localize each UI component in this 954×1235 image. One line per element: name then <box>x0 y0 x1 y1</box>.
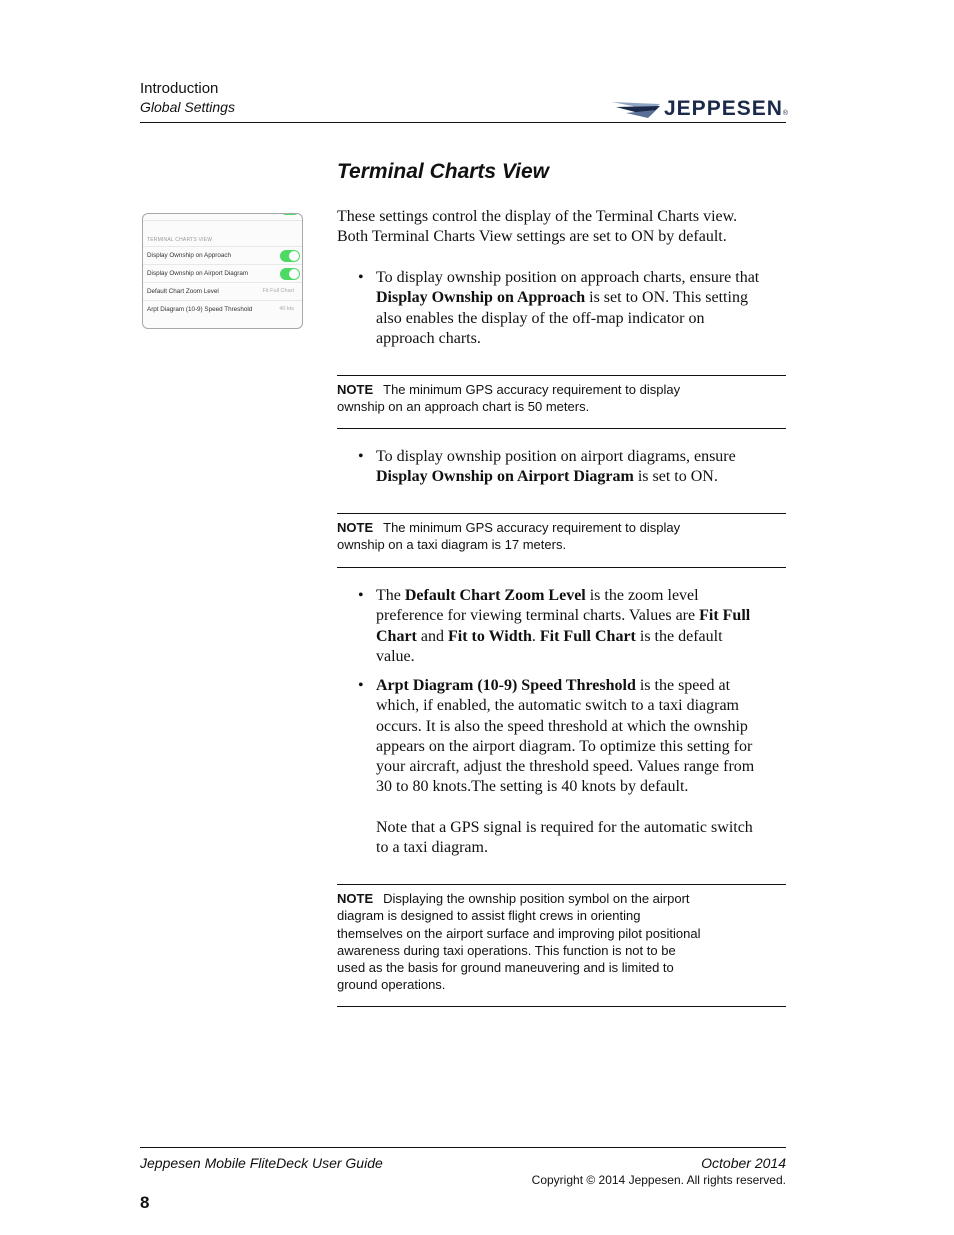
footer-divider <box>140 1147 786 1148</box>
bold-term: Fit Full <box>699 607 751 625</box>
note-divider <box>337 567 786 568</box>
text-line: value. <box>376 647 415 665</box>
screenshot-row-speed-threshold <box>143 300 302 318</box>
jeppesen-logo <box>612 98 788 120</box>
screenshot-row-approach <box>143 246 302 264</box>
bullet-icon: • <box>358 448 364 465</box>
text-line: NOTE The minimum GPS accuracy requirement to display <box>337 382 681 397</box>
bullet-speed-threshold <box>376 676 786 859</box>
text-line: ownship on a taxi diagram is 17 meters. <box>337 537 567 553</box>
bold-term: Fit Full Chart <box>539 627 636 645</box>
note-divider <box>337 428 786 429</box>
paragraph-gap <box>376 798 786 818</box>
screenshot-row-zoom-level <box>143 282 302 300</box>
text-line: NOTE The minimum GPS accuracy requirement to display <box>337 520 681 535</box>
text-line: appears on the airport diagram. To optimize this setting for <box>376 737 753 755</box>
footer-date: October 2014 <box>701 1155 786 1171</box>
settings-screenshot <box>142 213 303 329</box>
footer-copyright: Copyright © 2014 Jeppesen. All rights reserved. <box>531 1173 786 1187</box>
bold-term: Default Chart Zoom Level <box>404 587 586 604</box>
bold-term: Display Ownship on Approach <box>376 289 586 307</box>
text-line: Chart and Fit to Width. Fit Full Chart is the default <box>376 627 723 645</box>
text-line: To display ownship position on airport diagrams, ensure <box>376 448 736 465</box>
text-line: 30 to 80 knots.The setting is 40 knots by default. <box>376 778 689 796</box>
header-subsection: Global Settings <box>140 99 235 115</box>
text-line: Display Ownship on Approach is set to ON. This setting <box>376 289 748 307</box>
page-title: Terminal Charts View <box>337 160 550 183</box>
row-label: Default Chart Zoom Level <box>147 288 219 295</box>
text-line: used as the basis for ground maneuvering and is limited to <box>337 960 674 976</box>
text-line: These settings control the display of the Terminal Charts view. <box>337 208 738 225</box>
text-line: Display Ownship on Airport Diagram is set to ON. <box>376 468 718 486</box>
note-divider <box>337 1006 786 1007</box>
row-value: 40 kts <box>279 306 294 312</box>
text-line: approach charts. <box>376 329 481 347</box>
text-line: awareness during taxi operations. This function is not to be <box>337 942 676 958</box>
toggle-icon <box>280 250 300 262</box>
text-line: to a taxi diagram. <box>376 839 488 857</box>
note-label: NOTE <box>337 382 374 397</box>
note-label: NOTE <box>337 891 374 906</box>
header-section: Introduction <box>140 80 219 97</box>
text-line: The Default Chart Zoom Level is the zoom level <box>376 587 699 604</box>
row-value: Fit Full Chart <box>262 288 294 294</box>
text-line: which, if enabled, the automatic switch to a taxi diagram <box>376 697 739 715</box>
text-line: ownship on an approach chart is 50 meters. <box>337 399 590 415</box>
logo-registered-mark: ® <box>782 110 789 117</box>
screenshot-clipped-row <box>143 213 302 221</box>
footer-guide-title: Jeppesen Mobile FliteDeck User Guide <box>140 1155 383 1171</box>
text-line: your aircraft, adjust the threshold speed. Values range from <box>376 758 755 776</box>
note-divider <box>337 884 786 885</box>
note-ownship-symbol <box>337 890 757 994</box>
text-line: ground operations. <box>337 977 446 993</box>
row-label: Display Ownship on Airport Diagram <box>147 270 249 277</box>
row-label: Display Ownship on Approach <box>147 252 232 259</box>
header-divider <box>140 122 786 123</box>
note-label: NOTE <box>337 520 374 535</box>
toggle-icon <box>280 213 300 215</box>
bullet-approach <box>376 268 786 349</box>
page-number: 8 <box>140 1193 150 1212</box>
note-gps-taxi <box>337 519 737 554</box>
note-gps-approach <box>337 381 737 416</box>
text-line: also enables the display of the off-map indicator on <box>376 309 705 327</box>
screenshot-section-label: TERMINAL CHARTS VIEW <box>147 237 213 243</box>
text-line: NOTE Displaying the ownship position symbol on the airport <box>337 891 690 906</box>
text-line: themselves on the airport surface and improving pilot positional <box>337 925 701 941</box>
text-line: Both Terminal Charts View settings are set to ON by default. <box>337 228 727 246</box>
text-line: preference for viewing terminal charts. Values are Fit Full <box>376 607 751 625</box>
text-line: diagram is designed to assist flight crews in orienting <box>337 908 641 924</box>
bullet-icon: • <box>358 269 364 286</box>
screenshot-row-airport-diagram <box>143 264 302 282</box>
bold-term: Chart <box>376 627 417 645</box>
bullet-airport-diagram <box>376 447 786 488</box>
intro-paragraph <box>337 207 787 248</box>
text-line: occurs. It is also the speed threshold at which the ownship <box>376 717 748 735</box>
bullet-zoom-level <box>376 586 786 667</box>
jeppesen-swoosh-icon <box>612 98 662 120</box>
toggle-icon <box>280 268 300 280</box>
note-divider <box>337 513 786 514</box>
bullet-icon: • <box>358 677 364 694</box>
bold-term: Arpt Diagram (10-9) Speed Threshold <box>376 677 636 694</box>
text-line: Arpt Diagram (10-9) Speed Threshold is the speed at <box>376 677 731 694</box>
bold-term: Display Ownship on Airport Diagram <box>376 468 634 486</box>
bold-term: Fit to Width <box>448 627 532 645</box>
logo-wordmark: JEPPESEN <box>664 97 783 120</box>
bullet-icon: • <box>358 587 364 604</box>
note-divider <box>337 375 786 376</box>
text-line: To display ownship position on approach charts, ensure that <box>376 269 760 286</box>
text-line: Note that a GPS signal is required for the automatic switch <box>376 819 753 837</box>
row-label: Arpt Diagram (10-9) Speed Threshold <box>147 306 253 313</box>
